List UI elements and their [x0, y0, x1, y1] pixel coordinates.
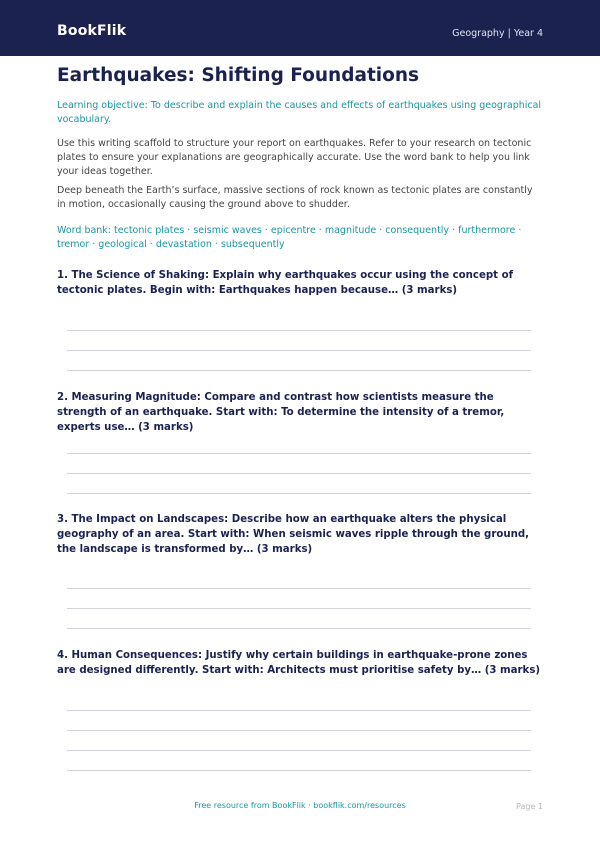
answer-line[interactable]: [67, 330, 531, 331]
page-title: Earthquakes: Shifting Foundations: [57, 65, 420, 86]
answer-line[interactable]: [67, 588, 531, 589]
subject-year-label: Geography | Year 4: [452, 28, 543, 39]
page-header: [0, 0, 600, 56]
context-paragraph: Deep beneath the Earth’s surface, massive sections of rock known as tectonic plates are constantly in motion, occasionally causing the ground above to shudder.: [57, 185, 533, 210]
learning-objective: Learning objective: To describe and explain the causes and effects of earthquakes using geographical vocabulary.: [57, 100, 542, 125]
answer-line[interactable]: [67, 608, 531, 609]
answer-line[interactable]: [67, 493, 531, 494]
answer-line[interactable]: [67, 453, 531, 454]
question-1: 1. The Science of Shaking: Explain why earthquakes occur using the concept of tectonic plates. Begin with: Earthquakes happen because… (3 marks): [57, 270, 514, 296]
brand-logo: BookFlik: [57, 23, 127, 39]
question-2: 2. Measuring Magnitude: Compare and contrast how scientists measure the strength of an earthquake. Start with: To determine the intensity of a tremor, experts use… (3 marks): [57, 392, 505, 433]
word-bank: Word bank: tectonic plates · seismic waves · epicentre · magnitude · consequently · furthermore · tremor · geological · devastation · subsequently: [57, 225, 522, 250]
answer-line[interactable]: [67, 473, 531, 474]
question-3: 3. The Impact on Landscapes: Describe how an earthquake alters the physical geography of an area. Start with: When seismic waves ripple through the ground, the landscape is transformed by… (3 marks): [57, 514, 530, 555]
footer-link[interactable]: Free resource from BookFlik · bookflik.com/resources: [194, 801, 406, 810]
answer-line[interactable]: [67, 370, 531, 371]
question-4: 4. Human Consequences: Justify why certain buildings in earthquake-prone zones are designed differently. Start with: Architects must prioritise safety by… (3 marks): [57, 650, 541, 676]
answer-line[interactable]: [67, 628, 531, 629]
intro-paragraph: Use this writing scaffold to structure your report on earthquakes. Refer to your research on tectonic plates to ensure your explanations are geographically accurate. Use the word bank to help you link your ideas together.: [57, 138, 532, 177]
page-number: Page 1: [516, 802, 543, 811]
answer-line[interactable]: [67, 770, 531, 771]
answer-line[interactable]: [67, 350, 531, 351]
answer-line[interactable]: [67, 750, 531, 751]
answer-line[interactable]: [67, 730, 531, 731]
answer-line[interactable]: [67, 710, 531, 711]
